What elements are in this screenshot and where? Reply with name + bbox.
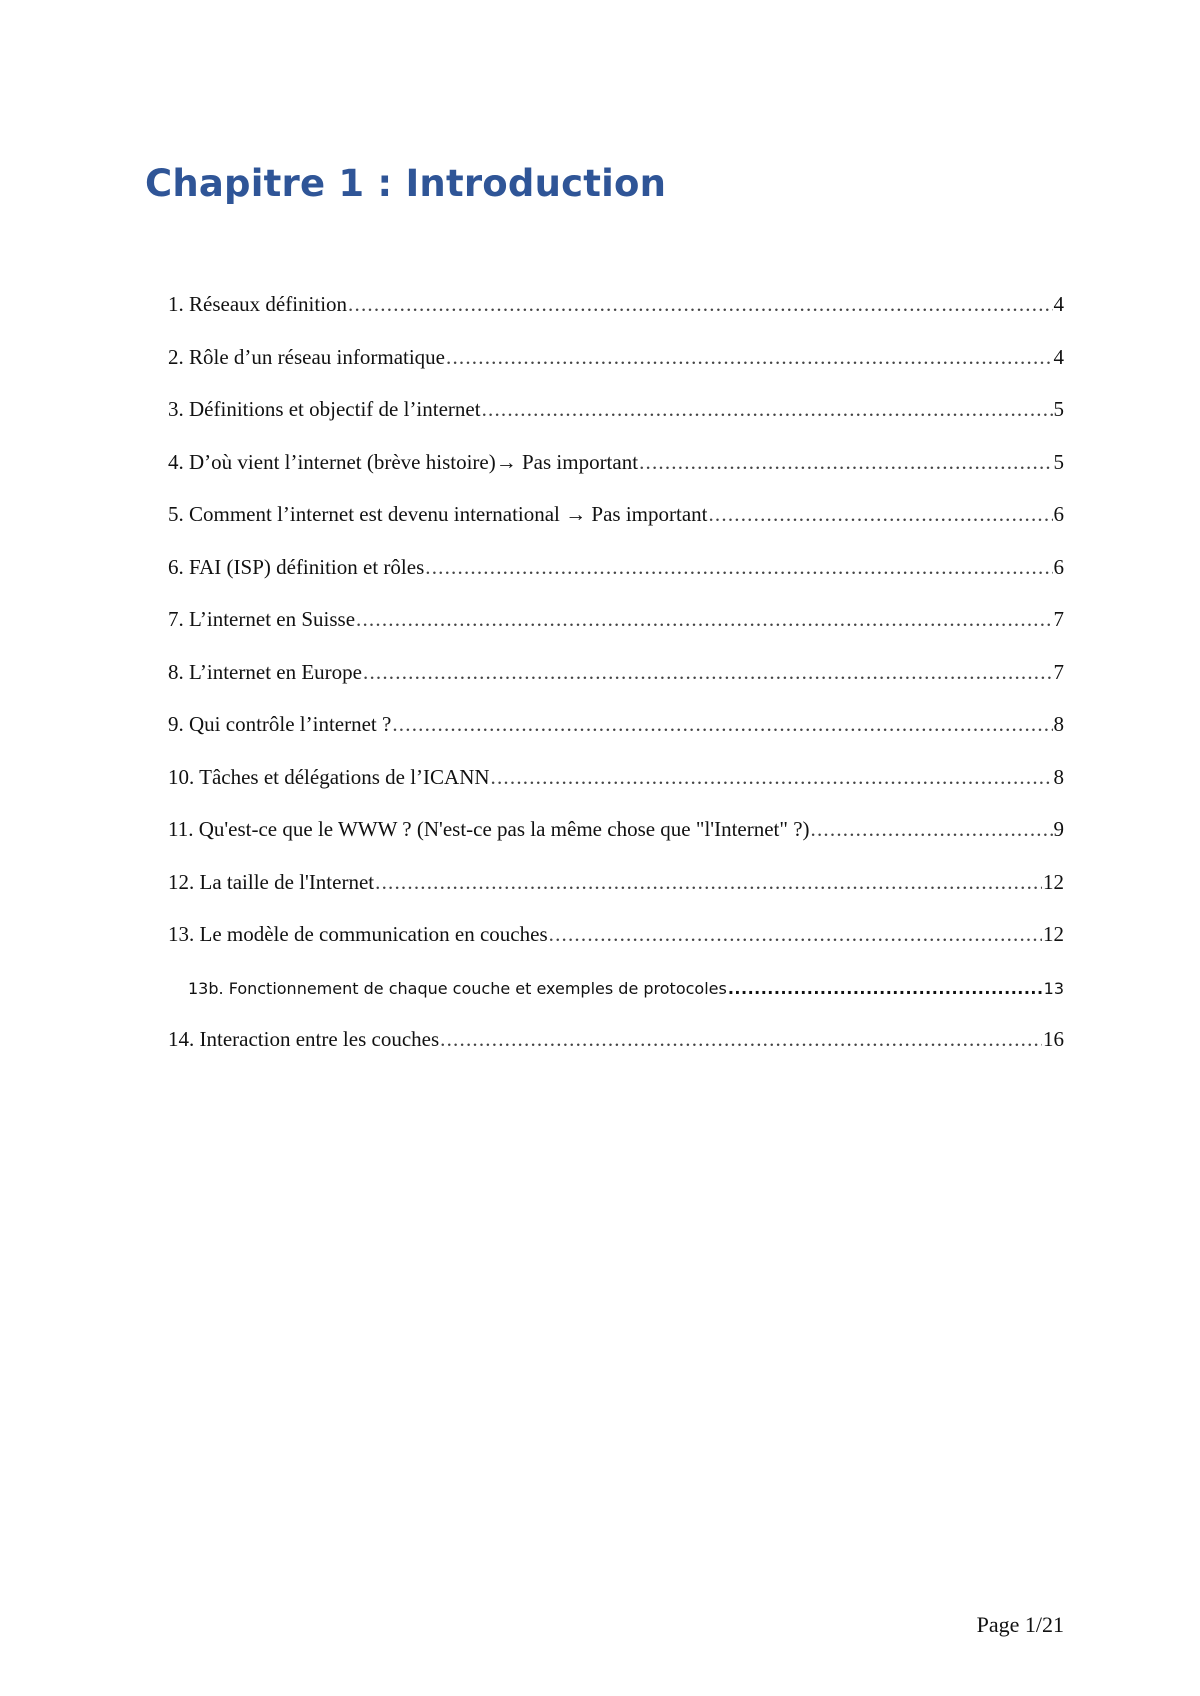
toc-entry[interactable] [168,555,1064,608]
toc-entry-page: 4 [1053,292,1064,316]
toc-dot-leader [440,1027,1042,1052]
page-number: Page 1/21 [976,1612,1064,1637]
toc-entry-page: 6 [1053,554,1064,579]
toc-entry-page: 8 [1053,764,1064,789]
toc-dot-leader [708,502,1052,527]
toc-entry-title: 9. Qui contrôle l’internet ? [168,712,392,736]
toc-subentry[interactable] [168,975,1064,1028]
toc-entry-page: 9 [1053,817,1064,841]
toc-entry-page: 12 [1043,869,1064,894]
toc-entry-title: 13b. Fonctionnement de chaque couche et exemples de protocoles [188,978,727,998]
toc-entry-page: 16 [1043,1027,1064,1051]
toc-dot-leader [348,292,1052,317]
toc-dot-leader [363,660,1053,685]
toc-entry[interactable] [168,345,1064,398]
toc-dot-leader [482,397,1053,422]
table-of-contents [168,292,1064,1080]
toc-entry[interactable] [168,502,1064,555]
toc-entry-page: 5 [1053,449,1064,474]
toc-entry-title: 2. Rôle d’un réseau informatique [168,344,445,369]
toc-entry-page: 6 [1053,502,1064,526]
toc-entry[interactable] [168,607,1064,660]
toc-entry-page: 7 [1053,607,1064,631]
toc-entry-title: 5. Comment l’internet est devenu international → Pas important [168,502,708,526]
toc-entry-title: 6. FAI (ISP) définition et rôles [168,554,425,579]
toc-dot-leader [639,450,1052,475]
toc-entry-page: 8 [1053,712,1064,736]
toc-dot-leader [375,870,1042,895]
toc-entry-title: 13. Le modèle de communication en couches [168,922,548,946]
toc-entry-title: 11. Qu'est-ce que le WWW ? (N'est-ce pas la même chose que "l'Internet" ?) [168,817,810,841]
toc-dot-leader [811,817,1053,842]
toc-entry[interactable] [168,712,1064,765]
toc-entry-title: 8. L’internet en Europe [168,659,362,684]
toc-entry-page: 12 [1043,922,1064,946]
toc-dot-leader [728,979,1043,998]
toc-entry-page: 13 [1043,978,1064,998]
toc-entry-title: 7. L’internet en Suisse [168,607,356,631]
toc-entry-page: 5 [1053,397,1064,421]
toc-entry[interactable] [168,817,1064,870]
toc-entry-title: 4. D’où vient l’internet (brève histoire)→ Pas important [168,449,639,474]
toc-entry-page: 4 [1053,344,1064,369]
toc-entry-title: 12. La taille de l'Internet [168,869,375,894]
toc-entry[interactable] [168,922,1064,975]
toc-dot-leader [356,607,1052,632]
chapter-title: Chapitre 1 : Introduction [145,162,667,205]
toc-entry[interactable] [168,765,1064,818]
toc-entry[interactable] [168,450,1064,503]
toc-entry-title: 10. Tâches et délégations de l’ICANN [168,764,490,789]
toc-entry-title: 14. Interaction entre les couches [168,1027,440,1051]
toc-dot-leader [549,922,1042,947]
toc-entry-title: 3. Définitions et objectif de l’internet [168,397,481,421]
toc-entry[interactable] [168,397,1064,450]
toc-entry-page: 7 [1053,659,1064,684]
toc-entry[interactable] [168,870,1064,923]
toc-entry[interactable] [168,1027,1064,1080]
toc-entry-title: 1. Réseaux définition [168,292,348,316]
toc-entry[interactable] [168,292,1064,345]
toc-dot-leader [425,555,1052,580]
toc-dot-leader [446,345,1053,370]
toc-dot-leader [392,712,1052,737]
toc-entry[interactable] [168,660,1064,713]
toc-dot-leader [491,765,1053,790]
